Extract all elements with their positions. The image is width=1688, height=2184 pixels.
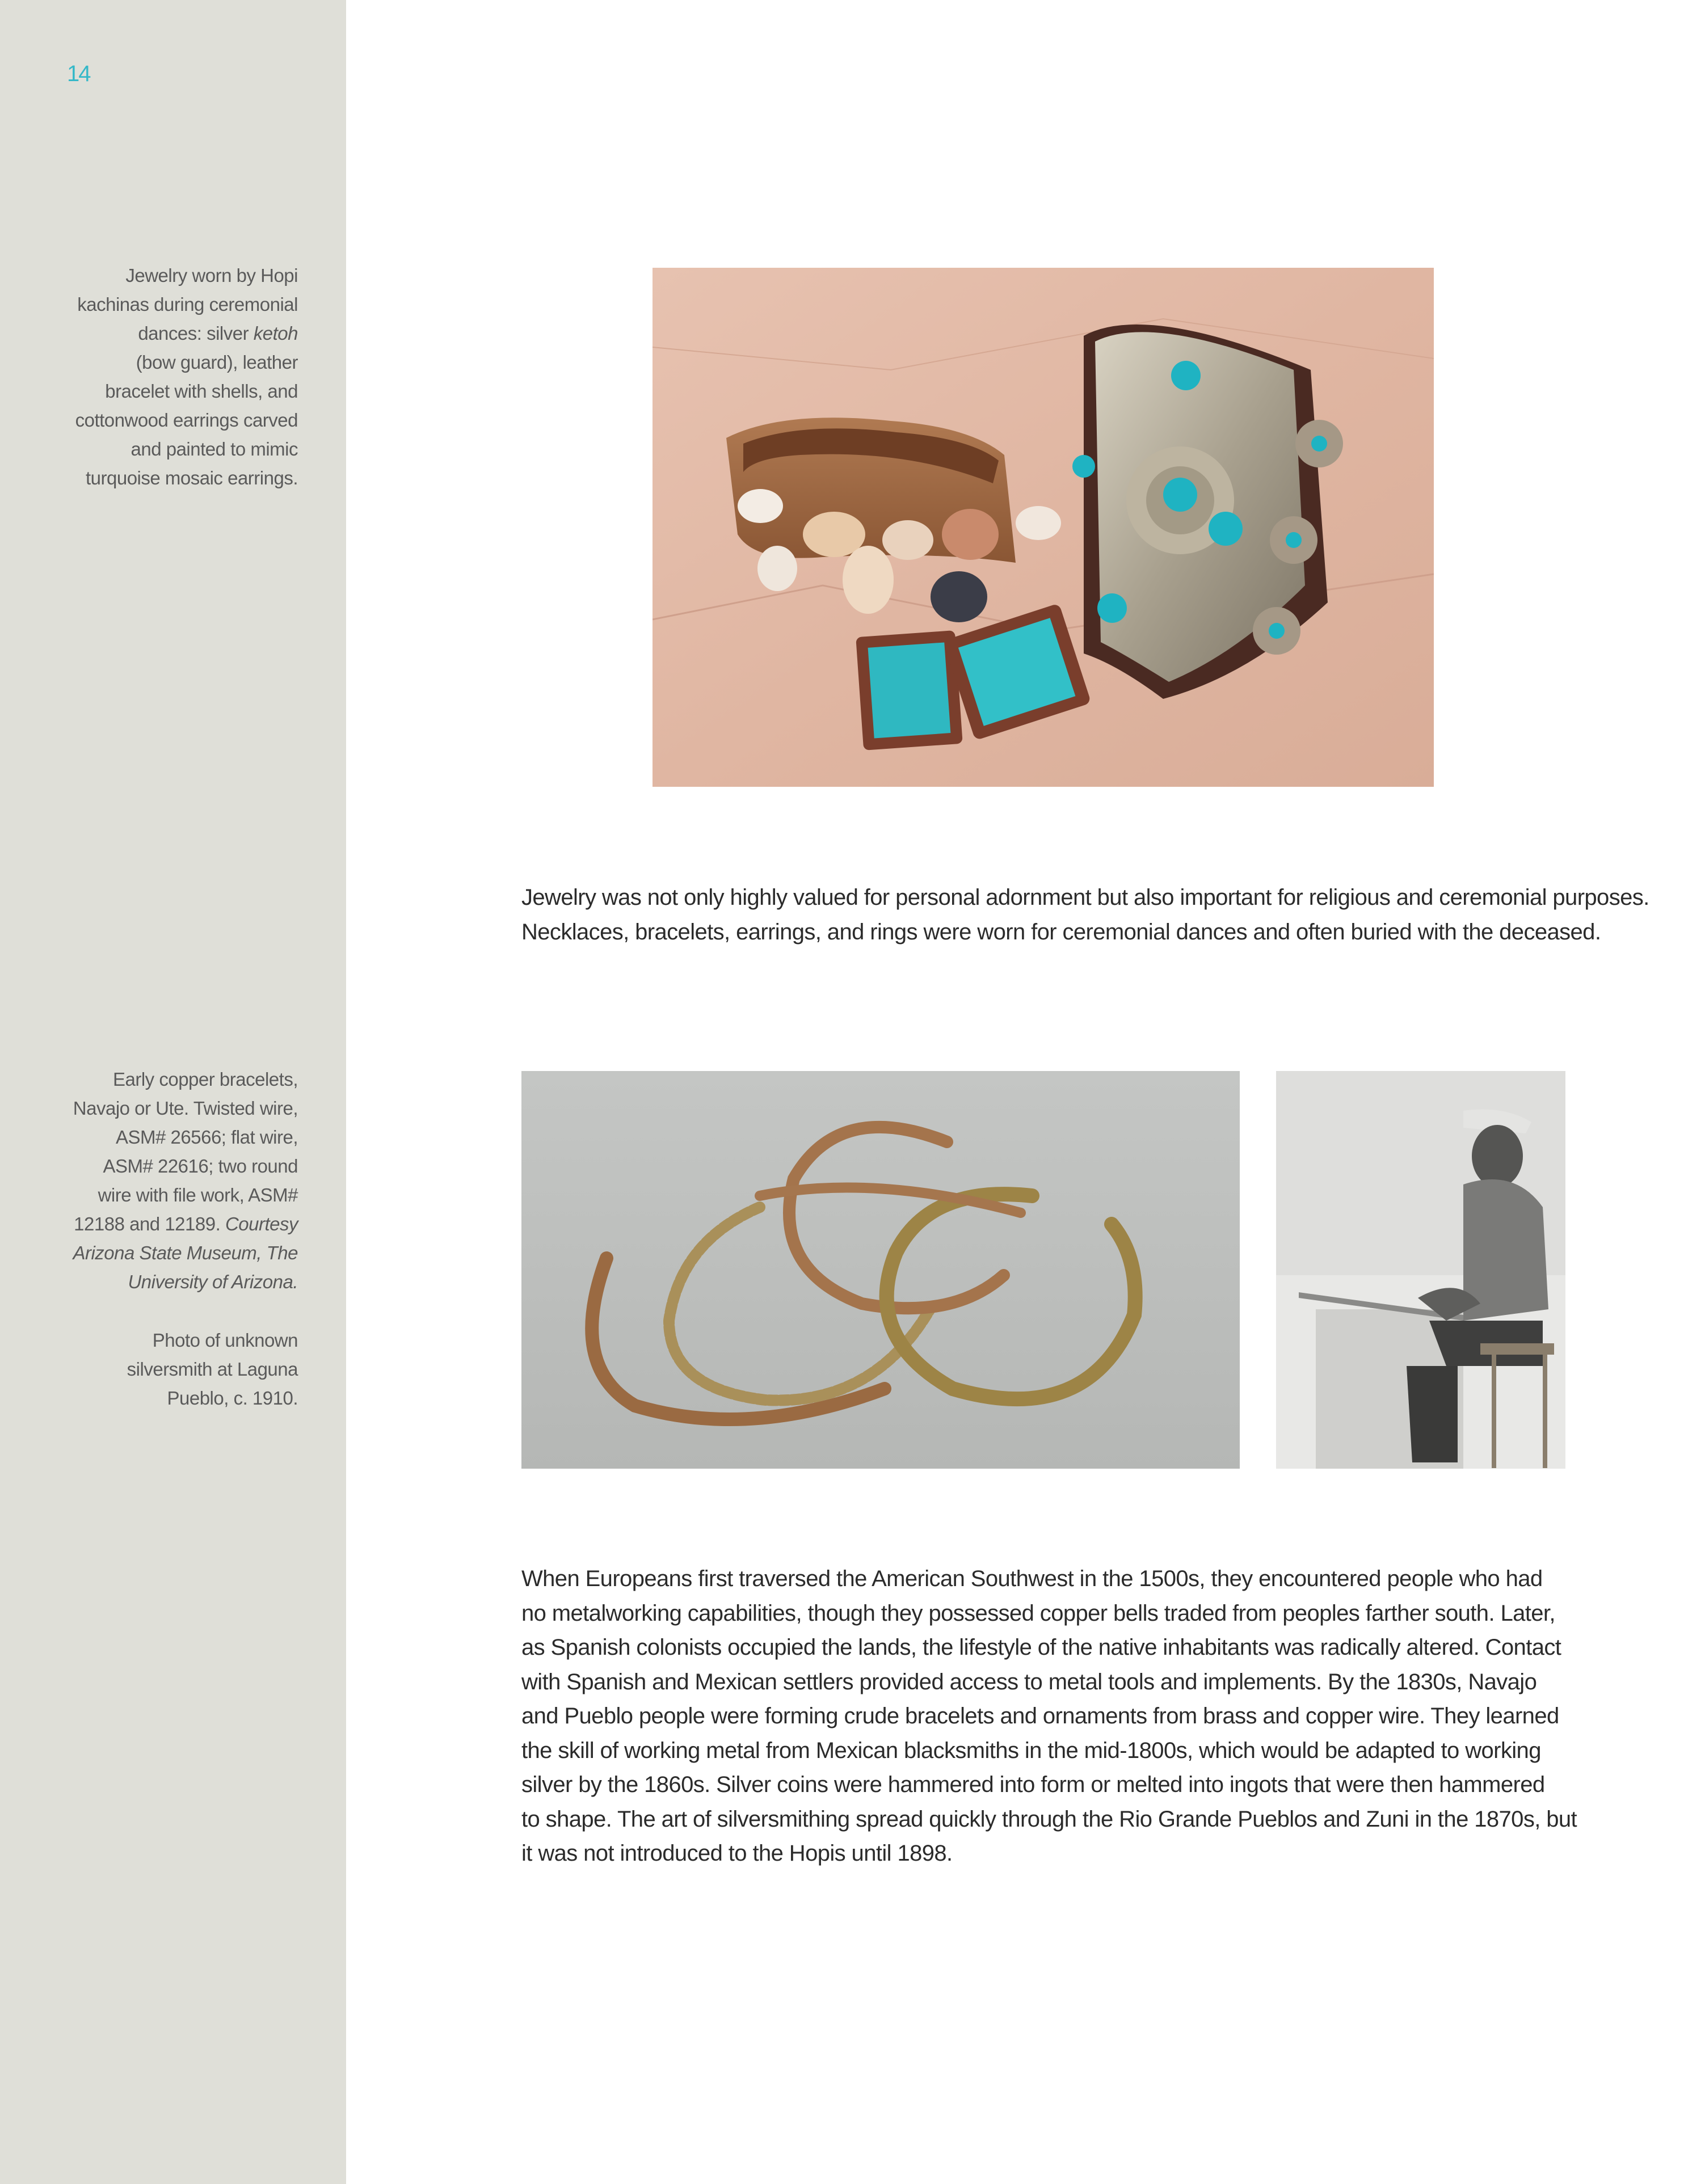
paragraph-line: and Pueblo people were forming crude bracelets and ornaments from brass and copper wire. They learned — [521, 1704, 1559, 1728]
paragraph-line: as Spanish colonists occupied the lands, the lifestyle of the native inhabitants was radically altered. Contact — [521, 1635, 1561, 1660]
page-number: 14 — [67, 61, 90, 86]
caption-italic: University of Arizona. — [128, 1271, 298, 1292]
kachina-jewelry-photo — [653, 268, 1434, 787]
caption-line: silversmith at Laguna — [127, 1359, 298, 1380]
caption-line: (bow guard), leather — [136, 352, 298, 373]
caption-line: and painted to mimic — [131, 439, 298, 459]
caption-line: dances: silver ketoh — [138, 323, 298, 344]
paragraph-line: with Spanish and Mexican settlers provided access to metal tools and implements. By the 1830s, Navajo — [521, 1669, 1537, 1694]
silversmith-photo — [1276, 1071, 1565, 1469]
caption-line: Navajo or Ute. Twisted wire, — [73, 1098, 298, 1119]
caption-line: 12188 and 12189. Courtesy — [74, 1213, 298, 1234]
caption-italic: Arizona State Museum, The — [73, 1242, 298, 1263]
caption-silversmith-photo — [37, 1326, 298, 1413]
caption-line: ASM# 26566; flat wire, — [116, 1127, 298, 1148]
caption-line: wire with file work, ASM# — [98, 1184, 298, 1205]
paragraph-line: no metalworking capabilities, though they possessed copper bells traded from peoples farther south. Later, — [521, 1600, 1555, 1626]
caption-line — [37, 1238, 298, 1267]
caption-line: turquoise mosaic earrings. — [85, 467, 298, 488]
caption-line: Pueblo, c. 1910. — [167, 1388, 298, 1409]
caption-line: ASM# 22616; two round — [103, 1156, 298, 1177]
paragraph-history — [521, 1562, 1577, 1871]
caption-italic: ketoh — [253, 323, 298, 344]
paragraph-line: the skill of working metal from Mexican blacksmiths in the mid-1800s, which would be adapted to working — [521, 1738, 1541, 1763]
paragraph-line: When Europeans first traversed the American Southwest in the 1500s, they encountered people who had — [521, 1566, 1543, 1591]
caption-line: Photo of unknown — [152, 1330, 298, 1351]
caption-line: kachinas during ceremonial — [77, 294, 298, 315]
copper-bracelets-photo — [521, 1071, 1240, 1469]
caption-line — [37, 1267, 298, 1296]
caption-line: bracelet with shells, and — [105, 381, 298, 402]
caption-line: Jewelry worn by Hopi — [125, 265, 298, 286]
paragraph-line: Necklaces, bracelets, earrings, and rings were worn for ceremonial dances and often buried with the deceased. — [521, 919, 1601, 945]
paragraph-line: silver by the 1860s. Silver coins were hammered into form or melted into ingots that were then hammered — [521, 1772, 1545, 1797]
paragraph-line: it was not introduced to the Hopis until 1898. — [521, 1841, 953, 1866]
paragraph-line: Jewelry was not only highly valued for personal adornment but also important for religious and ceremonial purposes. — [521, 885, 1649, 910]
caption-line: cottonwood earrings carved — [75, 410, 298, 431]
paragraph-line: to shape. The art of silversmithing spread quickly through the Rio Grande Pueblos and Zuni in the 1870s, but — [521, 1806, 1577, 1832]
caption-line: Early copper bracelets, — [113, 1069, 298, 1090]
paragraph-jewelry-purpose — [521, 880, 1649, 949]
caption-italic: Courtesy — [225, 1213, 298, 1234]
caption-copper-bracelets — [37, 1065, 298, 1296]
caption-kachina-jewelry — [54, 261, 298, 492]
